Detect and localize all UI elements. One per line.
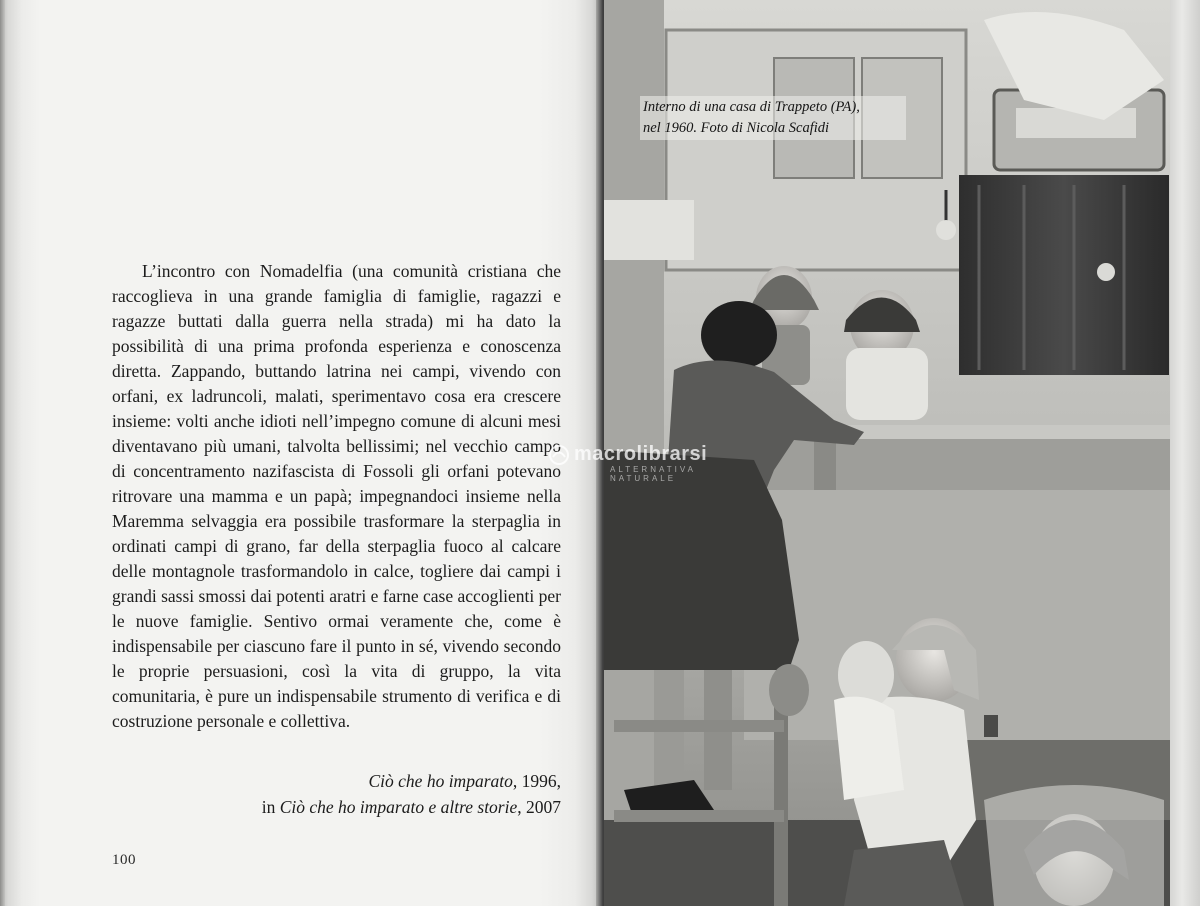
collection-year: , 2007	[517, 797, 561, 817]
watermark-tagline: ALTERNATIVA NATURALE	[610, 465, 696, 483]
right-page-edge	[1170, 0, 1200, 906]
source-prefix: in	[261, 797, 280, 817]
caption-line-1: Interno di una casa di Trappeto (PA),	[643, 99, 860, 115]
caption-line-2: nel 1960. Foto di Nicola Scafidi	[643, 120, 830, 136]
collection-title: Ciò che ho imparato e altre storie	[279, 797, 518, 817]
watermark-brand: macrolibrarsi	[574, 443, 708, 465]
source-citation	[262, 768, 561, 820]
photo-caption	[640, 96, 906, 140]
source-line-1	[262, 768, 561, 794]
paragraph: L’incontro con Nomadelfia (una comunità cristiana che raccoglieva in una grande famiglia di famiglie, ragazzi e ragazze buttati dalla guerra nella strada) mi ha dato la possibilità di una prima profonda esperienza e conoscenza diretta. Zappando, buttando latrina nei campi, vivendo con orfani, ex ladruncoli, malati, sperimentavo cosa era crescere insieme: volti anche idioti nell’impegno comune di alcuni mesi diventavano più umani, talvolta bellissimi; nel vecchio campo di concentramento nazifascista di Fossoli gli orfani potevano ritrovare una mamma e un papà; impegnandoci insieme nella Maremma selvaggia era possibile trasformare la sterpaglia in ordinati campi di grano, far della sterpaglia fuoco al calcare delle montagnole trasformandolo in calce, togliere dai campi i grandi sassi smossi dai potenti aratri e farne case accoglienti per le nuove famiglie. Sentivo ormai veramente che, come è indispensabile per ciascuno fare il punto in sé, vivendo secondo le proprie persuasioni, così la vita di gruppo, la vita comunitaria, è pure un indispensabile strumento di verifica e di costruzione personale e collettiva.	[112, 261, 562, 731]
body-text	[112, 259, 561, 734]
source-year: , 1996,	[512, 771, 561, 791]
source-title: Ciò che ho imparato	[368, 771, 513, 791]
watermark-logo-icon	[548, 444, 570, 466]
watermark	[548, 441, 728, 483]
page-number: 100	[112, 852, 136, 868]
source-line-2	[262, 794, 561, 820]
